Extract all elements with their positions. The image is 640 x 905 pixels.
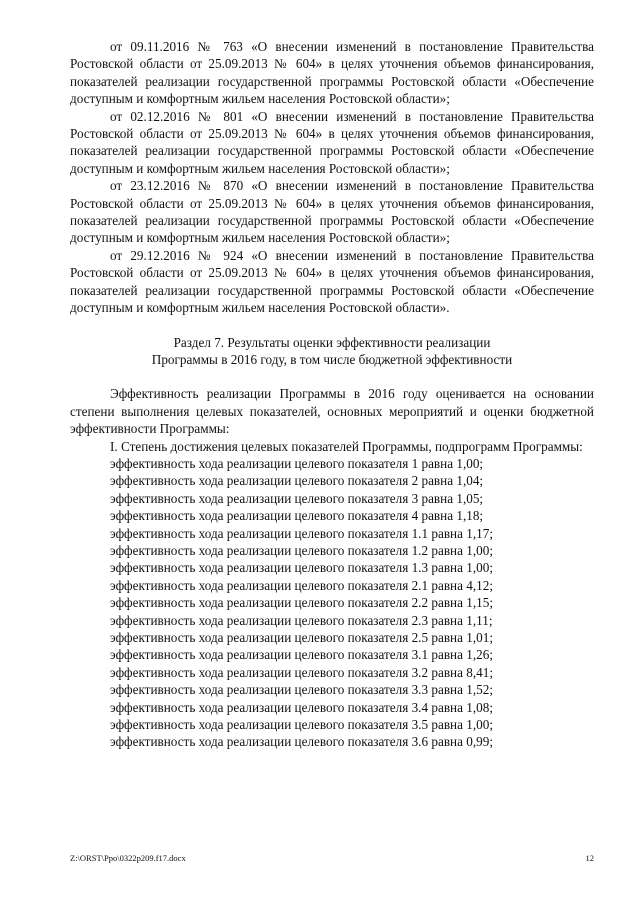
list-item: эффективность хода реализации целевого показателя 3.2 равна 8,41; bbox=[110, 664, 493, 680]
list-item: эффективность хода реализации целевого показателя 3.4 равна 1,08; bbox=[110, 699, 493, 715]
section-heading-line-1: Раздел 7. Результаты оценки эффективности реализации bbox=[173, 334, 491, 350]
list-item: эффективность хода реализации целевого показателя 3 равна 1,05; bbox=[110, 490, 484, 506]
indicator-list bbox=[70, 455, 594, 751]
list-item: эффективность хода реализации целевого показателя 1.3 равна 1,00; bbox=[110, 560, 493, 576]
list-item: эффективность хода реализации целевого показателя 1.2 равна 1,00; bbox=[110, 542, 493, 558]
section-intro: Эффективность реализации Программы в 2016 году оценивается на основании степени выполнения целевых показателей, основных мероприятий и оценки бюджетной эффективности Программы: bbox=[70, 386, 594, 437]
document-body bbox=[70, 38, 594, 751]
section-heading bbox=[70, 334, 594, 369]
list-item: эффективность хода реализации целевого показателя 2.5 равна 1,01; bbox=[110, 630, 493, 645]
list-item: эффективность хода реализации целевого показателя 4 равна 1,18; bbox=[110, 508, 484, 524]
list-item: эффективность хода реализации целевого показателя 1 равна 1,00; bbox=[110, 455, 484, 471]
list-item: эффективность хода реализации целевого показателя 2.2 равна 1,15; bbox=[110, 595, 493, 611]
section-subheading: I. Степень достижения целевых показателей Программы, подпрограмм Программы: bbox=[110, 438, 583, 454]
resolution-paragraph: от 02.12.2016 № 801 «О внесении изменений в постановление Правительства Ростовской области от 25.09.2013 № 604» в целях уточнения объемов финансирования, показателей реализации государственной программы Ростовской области «Обеспечение доступным и комфортным жильем населения Ростовской области»; bbox=[70, 108, 594, 176]
list-item: эффективность хода реализации целевого показателя 2.1 равна 4,12; bbox=[110, 577, 493, 593]
list-item: эффективность хода реализации целевого показателя 2 равна 1,04; bbox=[110, 473, 484, 489]
file-path: Z:\ORST\Ppo\0322p209.f17.docx bbox=[70, 853, 186, 863]
list-item: эффективность хода реализации целевого показателя 2.3 равна 1,11; bbox=[110, 612, 493, 628]
list-item: эффективность хода реализации целевого показателя 3.3 равна 1,52; bbox=[110, 682, 493, 698]
section-heading-line-2: Программы в 2016 году, в том числе бюджетной эффективности bbox=[151, 351, 513, 367]
list-item: эффективность хода реализации целевого показателя 3.5 равна 1,00; bbox=[110, 717, 493, 733]
page-number: 12 bbox=[585, 853, 594, 863]
list-item: эффективность хода реализации целевого показателя 3.6 равна 0,99; bbox=[110, 734, 493, 750]
resolution-paragraph: от 29.12.2016 № 924 «О внесении изменений в постановление Правительства Ростовской области от 25.09.2013 № 604» в целях уточнения объемов финансирования, показателей реализации государственной программы Ростовской области «Обеспечение доступным и комфортным жильем населения Ростовской области». bbox=[70, 247, 594, 316]
list-item: эффективность хода реализации целевого показателя 3.1 равна 1,26; bbox=[110, 647, 493, 663]
resolution-paragraph: от 09.11.2016 № 763 «О внесении изменений в постановление Правительства Ростовской области от 25.09.2013 № 604» в целях уточнения объемов финансирования, показателей реализации государственной программы Ростовской области «Обеспечение доступным и комфортным жильем населения Ростовской области»; bbox=[70, 39, 594, 107]
resolution-paragraph: от 23.12.2016 № 870 «О внесении изменений в постановление Правительства Ростовской области от 25.09.2013 № 604» в целях уточнения объемов финансирования, показателей реализации государственной программы Ростовской области «Обеспечение доступным и комфортным жильем населения Ростовской области»; bbox=[70, 178, 594, 246]
list-item: эффективность хода реализации целевого показателя 1.1 равна 1,17; bbox=[110, 525, 493, 541]
